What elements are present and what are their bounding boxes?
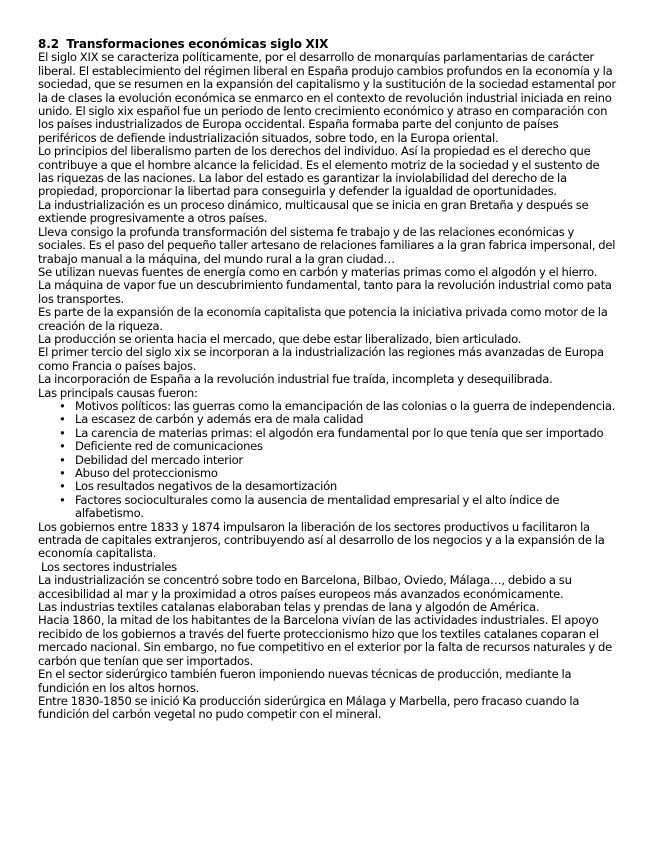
paragraph-malaga-marbella: Entre 1830-1850 se inició Ka producción siderúrgica en Málaga y Marbella, pero fracaso cuando la fundición del carbón vegetal no pudo competir con el mineral. bbox=[38, 693, 580, 722]
list-item: • Debilidad del mercado interior bbox=[75, 454, 618, 467]
paragraph-market: La producción se orienta hacia el mercado, que debe estar liberalizado, bien articulado. bbox=[38, 331, 522, 346]
paragraph-transformation: Lleva consigo la profunda transformación del sistema fe trabajo y de las relaciones económicas y sociales. Es el paso del pequeño taller artesano de relaciones familiares a la gran fabrica impersonal, del trabajo manual a la máquina, del mundo rural a la gran ciudad… bbox=[38, 224, 616, 266]
paragraph-industrialization: La industrialización es un proceso dinámico, multicausal que se inicia en gran Bretaña y después se extiende progresivamente a otros países. bbox=[38, 197, 589, 226]
list-item: • La escasez de carbón y además era de mala calidad bbox=[75, 413, 618, 426]
paragraph-steel-sector: En el sector siderúrgico también fueron imponiendo nuevas técnicas de producción, mediante la fundición en los altos hornos. bbox=[38, 667, 572, 695]
paragraph-intro: El siglo XIX se caracteriza políticamente, por el desarrollo de monarquías parlamentarias de carácter liberal. El establecimiento del régimen liberal en España produjo cambios profundos en la economía y la sociedad, que se resumen en la expansión del capitalismo y la sustitución de la sociedad estamental por la de clases la evolución económica se enmarco en el contexto de revolución industrial iniciada en reino unido. El siglo xix español fue un periodo de lento crecimiento económico y atraso en comparación con los países industrializados de Europa occidental. España formaba parte del conjunto de países periféricos de defiende industrialización situados, sobre todo, en la Europa oriental. bbox=[38, 50, 616, 145]
list-item: • Motivos políticos: las guerras como la emancipación de las colonias o la guerra de independencia. bbox=[75, 400, 618, 413]
list-item: • Los resultados negativos de la desamortización bbox=[75, 480, 618, 493]
document-page bbox=[38, 38, 618, 722]
paragraph-steam-engine: La máquina de vapor fue un descubrimiento fundamental, tanto para la revolución industrial como pata los transportes. bbox=[38, 278, 612, 306]
section-heading: 8.2 Transformaciones económicas siglo XIX bbox=[38, 37, 329, 51]
paragraph-capitalism: Es parte de la expansión de la economía capitalista que potencia la iniciativa privada como motor de la creación de la riqueza. bbox=[38, 305, 608, 333]
paragraph-causes-intro: Las principals causas fueron: bbox=[38, 385, 198, 400]
paragraph-energy: Se utilizan nuevas fuentes de energía como en carbón y materias primas como el algodón y el hierro. bbox=[38, 264, 598, 279]
list-item: • La carencia de materias primas: el algodón era fundamental por lo que tenía que ser importado bbox=[75, 427, 618, 440]
paragraph-concentration: La industrialización se concentró sobre todo en Barcelona, Bilbao, Oviedo, Málaga…, debido a su accesibilidad al mar y la proximidad a otros países europeos más avanzados económicamente. bbox=[38, 573, 572, 601]
list-item: • Factores socioculturales como la ausencia de mentalidad empresarial y el alto índice de alfabetismo. bbox=[75, 494, 618, 521]
paragraph-first-third: El primer tercio del siglo xix se incorporan a la industrialización las regiones más avanzadas de Europa como Francia o países bajos. bbox=[38, 345, 604, 373]
causes-list bbox=[38, 400, 618, 521]
paragraph-textiles: Las industrias textiles catalanas elaboraban telas y prendas de lana y algodón de América. bbox=[38, 600, 540, 615]
subheading-industrial-sectors: Los sectores industriales bbox=[38, 559, 177, 574]
paragraph-liberalism: Lo principios del liberalismo parten de los derechos del individuo. Así la propiedad es el derecho que contribuye a que el hombre alcance la felicidad. Es el elemento motriz de la sociedad y el sustento de las riquezas de las naciones. La labor del estado es garantizar la inviolabilidad del derecho de la propiedad, proporcionar la libertad para conseguirla y defender la igualdad de oportunidades. bbox=[38, 144, 600, 199]
paragraph-barcelona: Hacia 1860, la mitad de los habitantes de la Barcelona vivían de las actividades industriales. El apoyo recibido de los gobiernos a través del fuerte proteccionismo hizo que los textiles catalanes coparan el mercado nacional. Sin embargo, no fue competitivo en el exterior por la falta de recursos naturales y de carbón que tenían que ser importados. bbox=[38, 613, 613, 668]
list-item: • Deficiente red de comunicaciones bbox=[75, 440, 618, 453]
paragraph-governments: Los gobiernos entre 1833 y 1874 impulsaron la liberación de los sectores productivos u facilitaron la entrada de capitales extranjeros, contribuyendo así al desarrollo de los negocios y a la expansión de la economía capitalista. bbox=[38, 519, 605, 561]
paragraph-spain-incorporation: La incorporación de España a la revolución industrial fue traída, incompleta y desequilibrada. bbox=[38, 372, 553, 387]
list-item: • Abuso del proteccionismo bbox=[75, 467, 618, 480]
